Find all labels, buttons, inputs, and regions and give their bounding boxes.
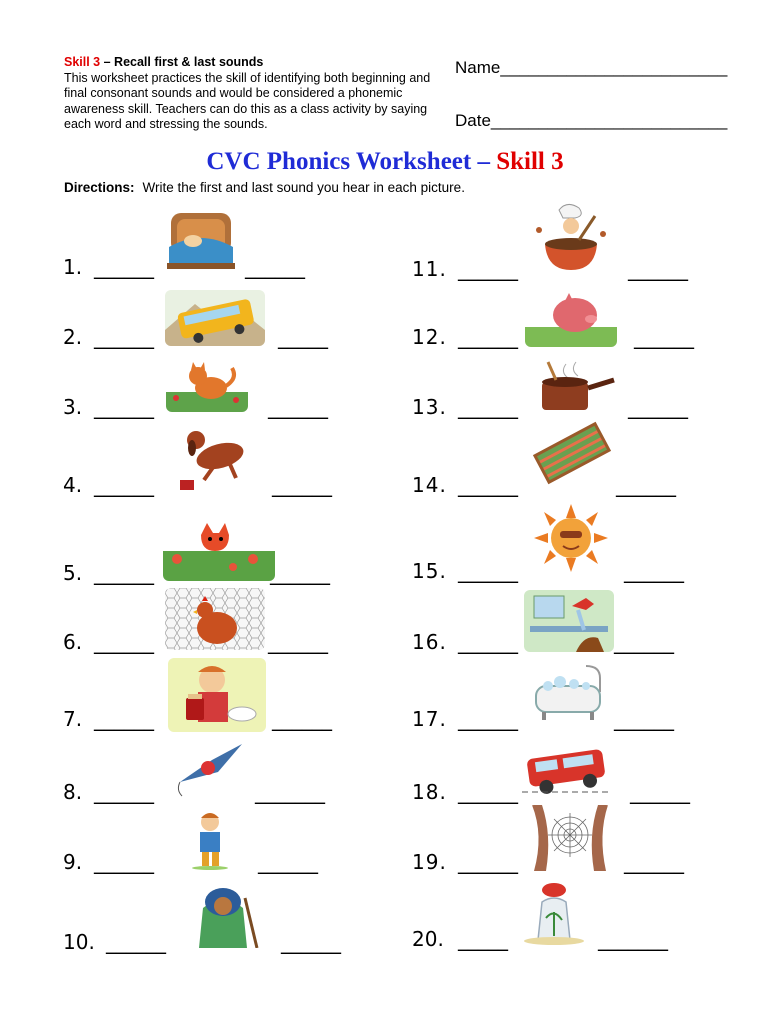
item-row-17 — [412, 707, 447, 731]
dog-picture — [174, 422, 264, 492]
item-number: 9. — [63, 850, 83, 874]
last-sound-blank[interactable]: ______ — [628, 395, 688, 419]
item-number: 6. — [63, 630, 83, 654]
fox-picture — [163, 515, 275, 581]
last-sound-blank[interactable]: ______ — [616, 473, 676, 497]
item-row-16 — [412, 630, 447, 654]
skill-subtitle: – Recall first & last sounds — [100, 55, 264, 69]
skill-heading — [64, 55, 454, 71]
date-line[interactable]: _________________________ — [490, 111, 728, 130]
man-picture — [185, 878, 263, 948]
title-accent: Skill 3 — [496, 148, 564, 175]
last-sound-blank[interactable]: ______ — [268, 395, 328, 419]
item-number: 2. — [63, 325, 83, 349]
jug-picture — [516, 878, 592, 946]
item-number: 14. — [412, 473, 447, 497]
item-row-7 — [63, 707, 82, 731]
item-row-6 — [63, 630, 82, 654]
pot-picture — [532, 358, 616, 416]
name-label: Name — [455, 58, 501, 77]
first-sound-blank[interactable]: ______ — [458, 630, 518, 654]
last-sound-blank[interactable]: ______ — [281, 930, 341, 954]
date-label: Date — [455, 111, 491, 130]
sun-picture — [530, 500, 612, 578]
last-sound-blank[interactable]: ______ — [258, 850, 318, 874]
bus-picture — [165, 290, 265, 346]
first-sound-blank[interactable]: ______ — [458, 850, 518, 874]
item-row-10 — [63, 930, 95, 954]
skill-intro — [64, 55, 454, 133]
item-row-2 — [63, 325, 82, 349]
name-line[interactable]: ________________________ — [500, 58, 728, 77]
item-row-12 — [412, 325, 447, 349]
first-sound-blank[interactable]: ______ — [94, 255, 154, 279]
item-number: 5. — [63, 561, 83, 585]
item-row-14 — [412, 473, 447, 497]
item-number: 12. — [412, 325, 447, 349]
skill-description: This worksheet practices the skill of identifying both beginning and final consonant sounds and would be considered a phonemic awareness skill. Teachers can do this as a class activity by saying each word and stressing the sounds. — [64, 70, 431, 131]
last-sound-blank[interactable]: ______ — [630, 780, 690, 804]
last-sound-blank[interactable]: ______ — [624, 850, 684, 874]
first-sound-blank[interactable]: ______ — [94, 850, 154, 874]
bed-picture — [163, 207, 239, 271]
item-number: 17. — [412, 707, 447, 731]
name-field[interactable] — [455, 58, 727, 78]
first-sound-blank[interactable]: ______ — [458, 257, 518, 281]
kid-picture — [182, 808, 238, 870]
first-sound-blank[interactable]: ______ — [94, 395, 154, 419]
item-number: 4. — [63, 473, 83, 497]
last-sound-blank[interactable]: ______ — [245, 255, 305, 279]
item-number: 19. — [412, 850, 447, 874]
last-sound-blank[interactable]: _______ — [255, 780, 325, 804]
last-sound-blank[interactable]: ______ — [272, 707, 332, 731]
pig-picture — [525, 285, 617, 347]
title-main: CVC Phonics Worksheet – — [206, 148, 497, 175]
last-sound-blank[interactable]: ______ — [268, 630, 328, 654]
item-row-18 — [412, 780, 447, 804]
last-sound-blank[interactable]: _____ — [278, 325, 328, 349]
item-number: 8. — [63, 780, 83, 804]
directions-text: Write the first and last sound you hear in each picture. — [142, 180, 465, 195]
date-field[interactable] — [455, 111, 727, 131]
last-sound-blank[interactable]: _______ — [598, 927, 668, 951]
first-sound-blank[interactable]: ______ — [458, 325, 518, 349]
item-number: 11. — [412, 257, 447, 281]
hen-picture — [165, 588, 265, 650]
tap-picture — [524, 590, 614, 652]
last-sound-blank[interactable]: ______ — [634, 325, 694, 349]
last-sound-blank[interactable]: ______ — [270, 561, 330, 585]
item-row-4 — [63, 473, 82, 497]
van-picture — [518, 736, 614, 800]
item-number: 15. — [412, 559, 447, 583]
item-row-8 — [63, 780, 82, 804]
first-sound-blank[interactable]: ______ — [94, 780, 154, 804]
item-row-3 — [63, 395, 82, 419]
first-sound-blank[interactable]: ______ — [94, 630, 154, 654]
last-sound-blank[interactable]: ______ — [624, 559, 684, 583]
last-sound-blank[interactable]: ______ — [614, 630, 674, 654]
item-row-20 — [412, 927, 444, 951]
item-row-1 — [63, 255, 82, 279]
first-sound-blank[interactable]: ______ — [458, 559, 518, 583]
first-sound-blank[interactable]: ______ — [94, 473, 154, 497]
page-title — [0, 148, 770, 176]
item-row-11 — [412, 257, 447, 281]
rug-picture — [530, 420, 614, 486]
item-row-15 — [412, 559, 447, 583]
first-sound-blank[interactable]: ______ — [94, 707, 154, 731]
first-sound-blank[interactable]: ______ — [94, 325, 154, 349]
jam-picture — [168, 658, 266, 732]
web-picture — [528, 805, 612, 871]
skill-label: Skill 3 — [64, 55, 101, 69]
first-sound-blank[interactable]: ______ — [458, 707, 518, 731]
directions — [64, 180, 465, 195]
item-number: 18. — [412, 780, 447, 804]
item-number: 1. — [63, 255, 83, 279]
item-number: 20. — [412, 927, 444, 951]
cat-picture — [166, 358, 248, 412]
last-sound-blank[interactable]: ______ — [614, 707, 674, 731]
directions-label: Directions: — [64, 180, 135, 195]
tub-picture — [530, 662, 606, 726]
first-sound-blank[interactable]: ______ — [458, 473, 518, 497]
first-sound-blank[interactable]: _____ — [458, 927, 508, 951]
item-row-9 — [63, 850, 82, 874]
item-number: 3. — [63, 395, 83, 419]
item-number: 13. — [412, 395, 447, 419]
kite-picture — [172, 738, 246, 800]
first-sound-blank[interactable]: ______ — [94, 561, 154, 585]
item-row-13 — [412, 395, 447, 419]
last-sound-blank[interactable]: ______ — [272, 473, 332, 497]
item-number: 10. — [63, 930, 95, 954]
item-number: 7. — [63, 707, 83, 731]
last-sound-blank[interactable]: ______ — [628, 257, 688, 281]
item-row-5 — [63, 561, 82, 585]
mix-picture — [525, 200, 615, 276]
first-sound-blank[interactable]: ______ — [458, 780, 518, 804]
first-sound-blank[interactable]: ______ — [458, 395, 518, 419]
item-row-19 — [412, 850, 447, 874]
item-number: 16. — [412, 630, 447, 654]
first-sound-blank[interactable]: ______ — [106, 930, 166, 954]
